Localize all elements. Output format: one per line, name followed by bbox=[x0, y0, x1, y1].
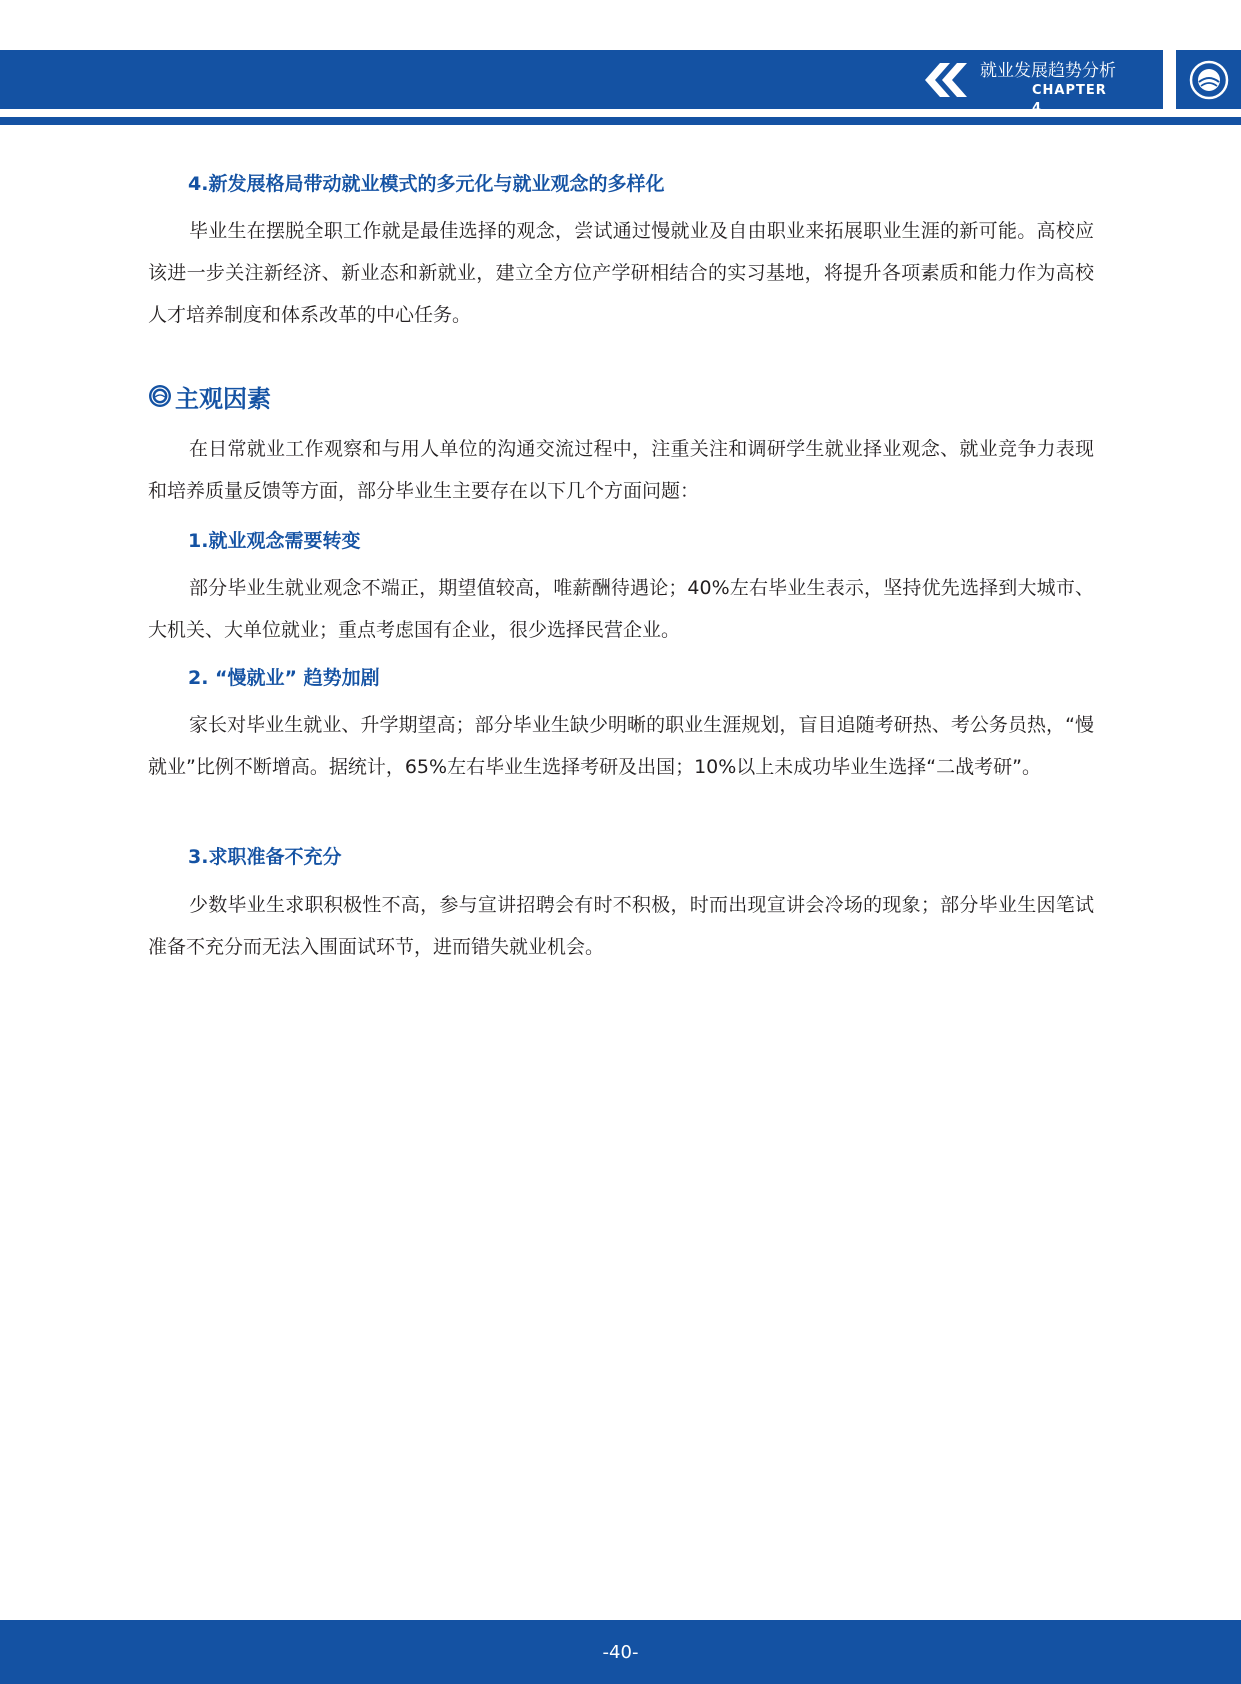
point-1-heading: 1.就业观念需要转变 bbox=[188, 530, 361, 552]
header-stripe bbox=[0, 117, 1241, 125]
university-emblem-icon bbox=[1189, 60, 1229, 100]
point-1-paragraph: 部分毕业生就业观念不端正，期望值较高，唯薪酬待遇论；40%左右毕业生表示，坚持优先选择到大城市、大机关、大单位就业；重点考虑国有企业，很少选择民营企业。 bbox=[148, 577, 1094, 641]
double-chevron-left-icon bbox=[918, 61, 968, 99]
point-3-paragraph: 少数毕业生求职积极性不高，参与宣讲招聘会有时不积极，时而出现宣讲会冷场的现象；部分毕业生因笔试准备不充分而无法入围面试环节，进而错失就业机会。 bbox=[148, 894, 1094, 958]
intro-paragraph: 在日常就业工作观察和与用人单位的沟通交流过程中，注重关注和调研学生就业择业观念、就业竞争力表现和培养质量反馈等方面，部分毕业生主要存在以下几个方面问题： bbox=[148, 438, 1094, 502]
header-chapter: CHAPTER 4 bbox=[1032, 83, 1107, 116]
section-4-heading: 4.新发展格局带动就业模式的多元化与就业观念的多样化 bbox=[188, 173, 665, 195]
footer-band bbox=[0, 1620, 1241, 1684]
point-3-heading: 3.求职准备不充分 bbox=[188, 846, 342, 868]
header-logo-box bbox=[1176, 50, 1241, 109]
point-2-heading: 2. “慢就业” 趋势加剧 bbox=[188, 667, 380, 689]
main-section-title bbox=[148, 378, 271, 414]
header-title: 就业发展趋势分析 bbox=[980, 61, 1116, 81]
page-number: -40- bbox=[602, 1641, 639, 1663]
point-2-paragraph: 家长对毕业生就业、升学期望高；部分毕业生缺少明晰的职业生涯规划，盲目追随考研热、考公务员热，“慢就业”比例不断增高。据统计，65%左右毕业生选择考研及出国；10%以上未成功毕业生选择“二战考研”。 bbox=[148, 714, 1094, 778]
emblem-icon bbox=[148, 384, 172, 408]
section-4-paragraph: 毕业生在摆脱全职工作就是最佳选择的观念，尝试通过慢就业及自由职业来拓展职业生涯的新可能。高校应该进一步关注新经济、新业态和新就业，建立全方位产学研相结合的实习基地，将提升各项素质和能力作为高校人才培养制度和体系改革的中心任务。 bbox=[148, 220, 1094, 326]
main-section-title-text: 主观因素 bbox=[175, 384, 271, 413]
